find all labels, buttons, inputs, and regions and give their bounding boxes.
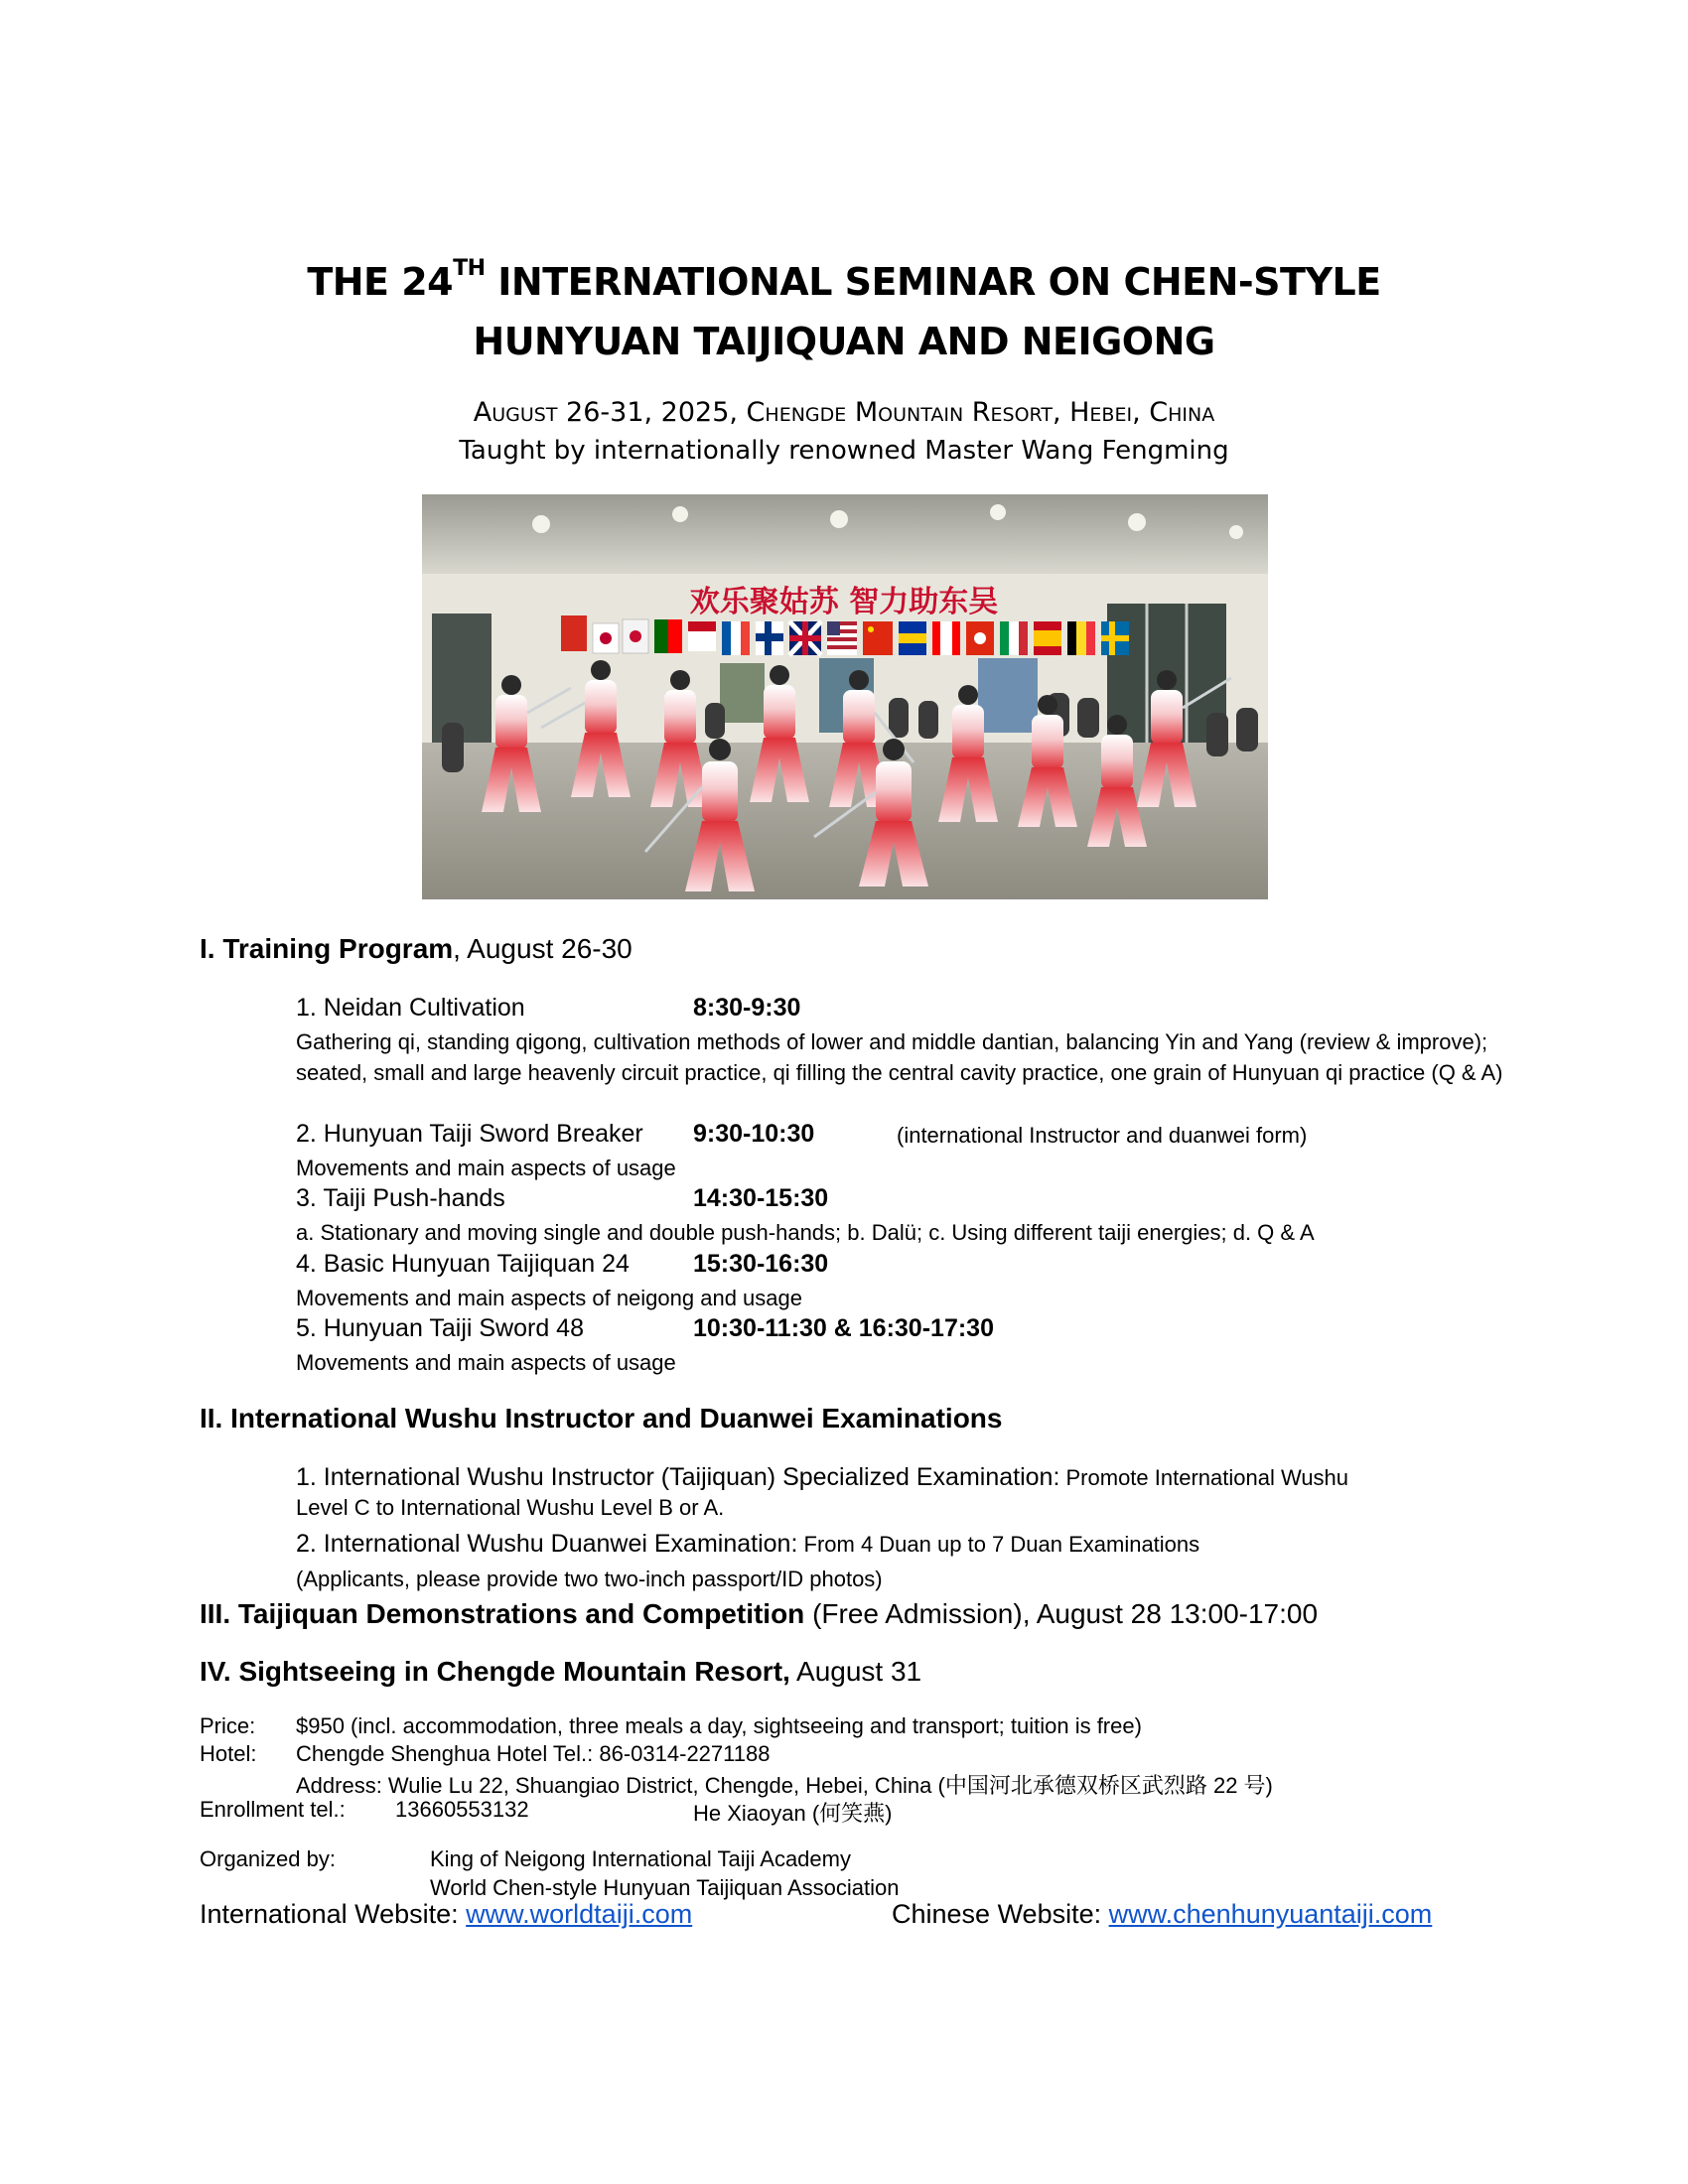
section-demonstrations-heading: III. Taijiquan Demonstrations and Competition (Free Admission), August 28 13:00-17:00 (200, 1598, 1319, 1629)
enrollment-contact: He Xiaoyan (何笑燕) (693, 1801, 893, 1826)
hotel-value: Chengde Shenghua Hotel Tel.: 86-0314-2271188 (296, 1741, 771, 1766)
banner-text: 欢乐聚姑苏 智力助东吴 (689, 585, 999, 619)
training-item-5-desc: Movements and main aspects of usage (296, 1350, 676, 1375)
exam-item-2-note: (Applicants, please provide two two-inch passport/ID photos) (296, 1567, 883, 1591)
training-item-3-desc: a. Stationary and moving single and double push-hands; b. Dalü; c. Using different taiji energies; d. Q & A (296, 1220, 1315, 1245)
price-label: Price: (200, 1713, 256, 1738)
date-location: August 26-31, 2025, Chengde Mountain Resort, Hebei, China (473, 397, 1215, 428)
hotel-address: Address: Wulie Lu 22, Shuangiao District, Chengde, Hebei, China (中国河北承德双桥区武烈路 22 号) (296, 1773, 1273, 1798)
training-item-3-time: 14:30-15:30 (693, 1184, 829, 1212)
organizer-1: King of Neigong International Taiji Academy (430, 1846, 851, 1871)
training-item-4: 4. Basic Hunyuan Taijiquan 24 15:30-16:30 (296, 1250, 829, 1278)
training-item-1: 1. Neidan Cultivation 8:30-9:30 (296, 994, 801, 1022)
exam-item-2: 2. International Wushu Duanwei Examination: From 4 Duan up to 7 Duan Examinations (296, 1530, 1200, 1558)
organizer-2: World Chen-style Hunyuan Taijiquan Association (430, 1875, 900, 1900)
international-website-link[interactable]: www.worldtaiji.com (466, 1899, 693, 1929)
training-item-3: 3. Taiji Push-hands 14:30-15:30 (296, 1184, 829, 1212)
price-value: $950 (incl. accommodation, three meals a day, sightseeing and transport; tuition is free) (296, 1713, 1142, 1738)
training-item-5: 5. Hunyuan Taiji Sword 48 10:30-11:30 & 16:30-17:30 (296, 1314, 994, 1342)
chinese-website-link[interactable]: www.chenhunyuantaiji.com (1108, 1899, 1433, 1929)
training-item-2-desc: Movements and main aspects of usage (296, 1156, 676, 1180)
training-item-2: 2. Hunyuan Taiji Sword Breaker 9:30-10:30 (international Instructor and duanwei form) (296, 1120, 1308, 1148)
section-training-program-heading: I. Training Program, August 26-30 (200, 933, 633, 964)
page-title-line1: THE 24TH INTERNATIONAL SEMINAR ON CHEN-STYLE (307, 256, 1381, 304)
training-item-2-note: (international Instructor and duanwei form) (897, 1123, 1308, 1148)
international-website: International Website: www.worldtaiji.com (200, 1899, 693, 1929)
training-item-2-time: 9:30-10:30 (693, 1120, 815, 1148)
training-item-4-time: 15:30-16:30 (693, 1250, 829, 1278)
organized-by-label: Organized by: (200, 1846, 336, 1871)
training-item-5-time: 10:30-11:30 & 16:30-17:30 (693, 1314, 994, 1342)
section-examinations-heading: II. International Wushu Instructor and Duanwei Examinations (200, 1403, 1003, 1433)
seminar-photo (422, 494, 1268, 899)
tagline: Taught by internationally renowned Master Wang Fengming (459, 436, 1229, 466)
enrollment-phone: 13660553132 (395, 1797, 529, 1822)
chinese-website: Chinese Website: www.chenhunyuantaiji.com (892, 1899, 1433, 1929)
enrollment-label: Enrollment tel.: (200, 1797, 346, 1822)
exam-item-1: 1. International Wushu Instructor (Taijiquan) Specialized Examination: Promote International Wushu (296, 1463, 1349, 1491)
training-item-1-time: 8:30-9:30 (693, 994, 801, 1022)
section-sightseeing-heading: IV. Sightseeing in Chengde Mountain Resort, August 31 (200, 1656, 922, 1687)
training-item-1-desc: Gathering qi, standing qigong, cultivation methods of lower and middle dantian, balancing Yin and Yang (review & improve); seated, small and large heavenly circuit practice, qi filling the central cavity practice, one grain of Hunyuan qi practice (Q & A) (296, 1029, 1503, 1085)
page-title-line2: HUNYUAN TAIJIQUAN AND NEIGONG (473, 320, 1215, 363)
hotel-label: Hotel: (200, 1741, 257, 1766)
exam-item-1-desc: Level C to International Wushu Level B or A. (296, 1495, 725, 1520)
training-item-4-desc: Movements and main aspects of neigong and usage (296, 1286, 802, 1310)
